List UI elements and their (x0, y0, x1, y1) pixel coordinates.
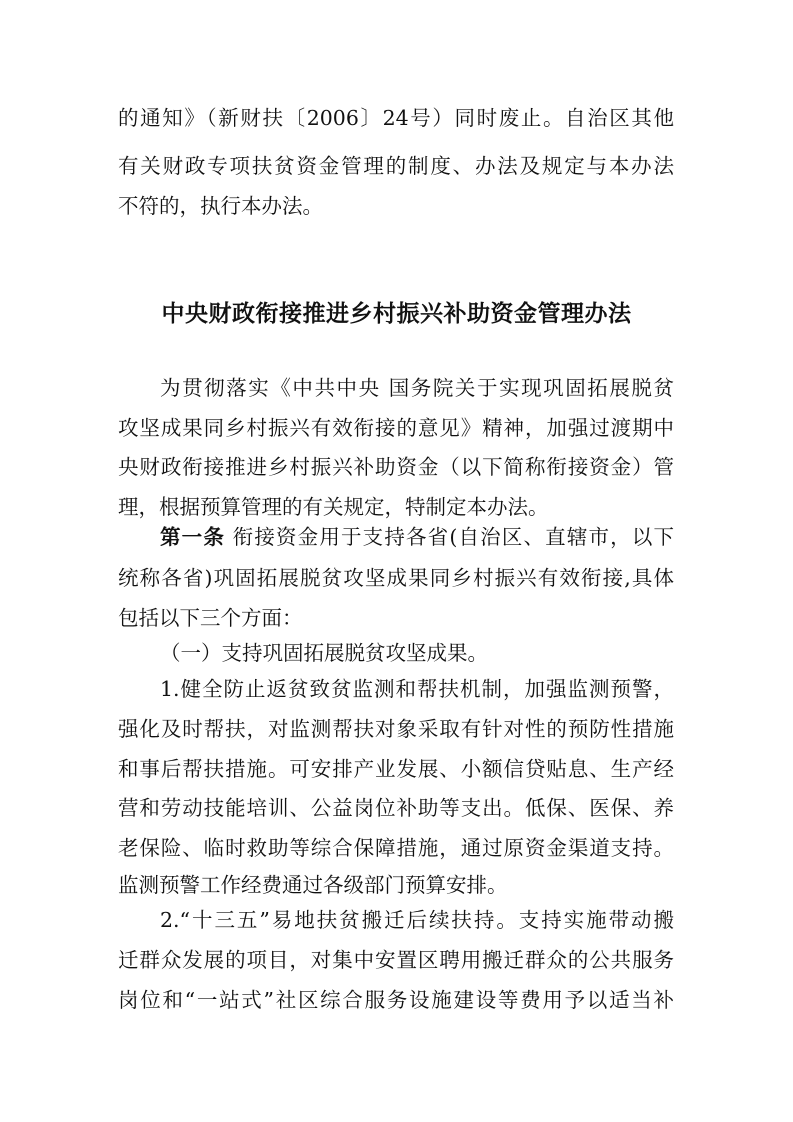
text-line: 营和劳动技能培训、公益岗位补助等支出。低保、医保、养 (118, 796, 674, 820)
text-line: 监测预警工作经费通过各级部门预算安排。 (118, 873, 508, 897)
text-line: 攻坚成果同乡村振兴有效衔接的意见》精神，加强过渡期中 (118, 416, 674, 440)
text-line: 包括以下三个方面： (118, 606, 303, 630)
text-line: 和事后帮扶措施。可安排产业发展、小额信贷贴息、生产经 (118, 757, 674, 781)
text-line: 老保险、临时救助等综合保障措施，通过原资金渠道支持。 (118, 836, 674, 860)
text-line: 理，根据预算管理的有关规定，特制定本办法。 (118, 495, 549, 519)
text-line: 不符的，执行本办法。 (118, 194, 323, 218)
text-line: 央财政衔接推进乡村振兴补助资金（以下简称衔接资金）管 (118, 455, 674, 479)
text-line: 统称各省)巩固拓展脱贫攻坚成果同乡村振兴有效衔接,具体 (118, 566, 674, 590)
document-title: 中央财政衔接推进乡村振兴补助资金管理办法 (161, 301, 632, 327)
article-text: 衔接资金用于支持各省(自治区、直辖市，以下 (232, 525, 674, 549)
article-line (160, 520, 674, 554)
text-line: 2.“十三五”易地扶贫搬迁后续扶持。支持实施带动搬 (160, 908, 674, 932)
article-label: 第一条 (160, 525, 225, 549)
text-line: 的通知》（新财扶〔2006〕24号）同时废止。自治区其他 (118, 106, 674, 130)
text-line: 岗位和“一站式”社区综合服务设施建设等费用予以适当补 (118, 988, 674, 1012)
text-line: 强化及时帮扶，对监测帮扶对象采取有针对性的预防性措施 (118, 717, 674, 741)
text-line: 1.健全防止返贫致贫监测和帮扶机制，加强监测预警， (160, 677, 674, 701)
section-heading: （一）支持巩固拓展脱贫攻坚成果。 (160, 641, 488, 665)
text-line: 为贯彻落实《中共中央 国务院关于实现巩固拓展脱贫 (160, 376, 674, 400)
text-line: 有关财政专项扶贫资金管理的制度、办法及规定与本办法 (118, 154, 674, 178)
text-line: 迁群众发展的项目，对集中安置区聘用搬迁群众的公共服务 (118, 948, 674, 972)
